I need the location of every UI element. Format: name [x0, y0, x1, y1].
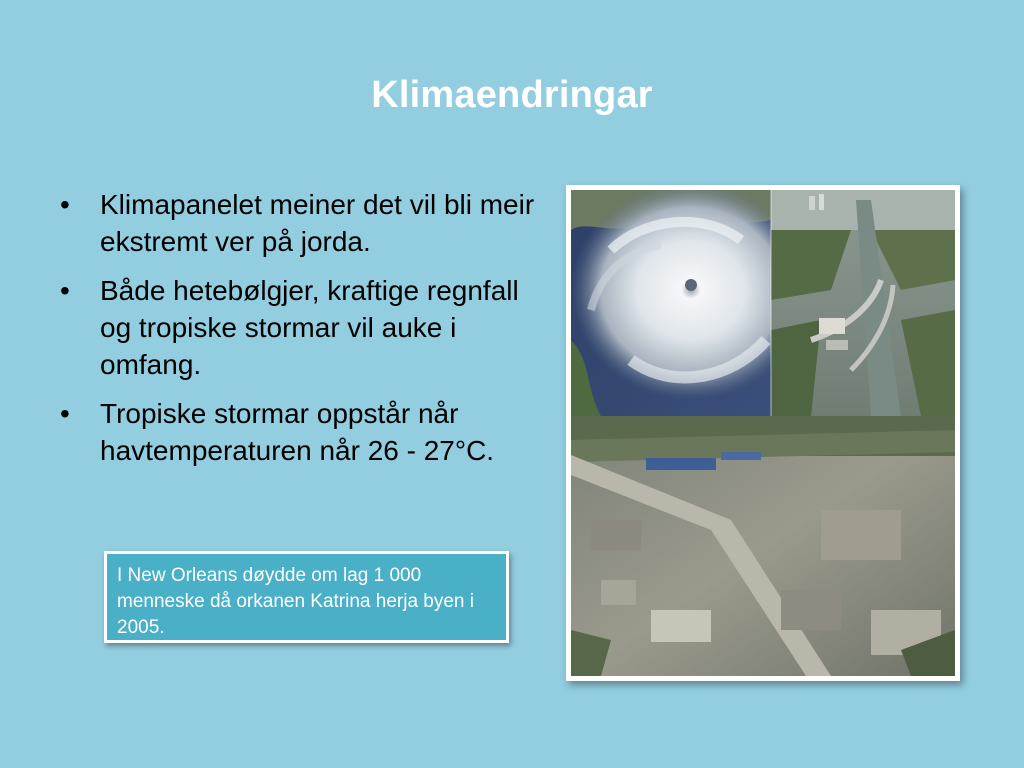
bullet-dot: •: [60, 398, 70, 429]
destroyed-neighborhood-aerial-image: [571, 416, 955, 676]
bullet-text: Klimapanelet meiner det vil bli meir ekstremt ver på jorda.: [100, 189, 535, 257]
slide-title: Klimaendringar: [371, 74, 653, 116]
bullet-dot: •: [60, 275, 70, 306]
caption-text: I New Orleans døydde om lag 1 000 menneske då orkanen Katrina herja byen i 2005.: [117, 565, 475, 638]
caption-box: [104, 551, 509, 643]
bullet-item: [56, 186, 546, 260]
photo-collage-graphic: [571, 190, 955, 676]
bullet-list: [56, 186, 546, 481]
bullet-dot: •: [60, 189, 70, 220]
bullet-item: [56, 272, 546, 383]
bullet-item: [56, 395, 546, 469]
bullet-text: Tropiske stormar oppstår når havtemperaturen når 26 - 27°C.: [100, 398, 495, 466]
photo-collage: [566, 185, 960, 681]
bullet-text: Både hetebølgjer, kraftige regnfall og tropiske stormar vil auke i omfang.: [100, 275, 519, 380]
flooded-city-aerial-image: [771, 190, 955, 416]
